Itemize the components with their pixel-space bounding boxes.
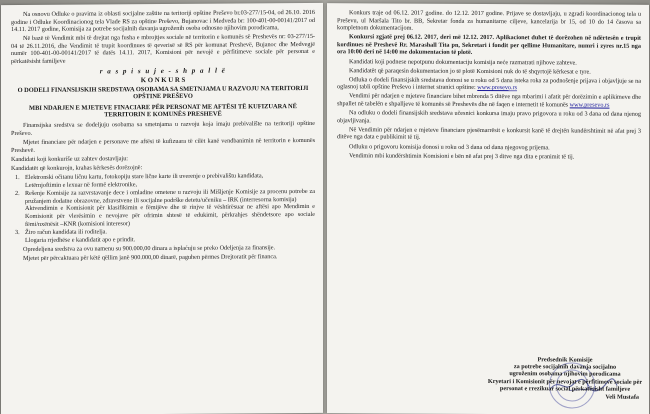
requirements-list xyxy=(11,172,315,244)
intro-albanian: Në bazë të Vendimit mbi të drejtat nga fusha e mbrojtjes sociale në territorin e komunës së Preshevës nr: 03-277/15-04 të 26.11.2016, dhe Vendimit të trupit koordinues të qeverisë së RS për komunat Preshevë, Bujanoc dhe Medvegjë numër 100-401-00-00141/2017 të datës 14.11. 2017, Komisioni për nevojë e përfitimeve sociale për personat e përkatësisht familjeve xyxy=(11,33,315,66)
paragraph-amount-serbian: Opredeljena sredstva za ovu namenu su 900.000,00 dinara a isplaćuju se preko Odeljenja za finansije. xyxy=(23,244,276,253)
paragraph-funds-albanian: Mjetet financiare për ndarjen e personave me aftësi të kufizuara të cilët kanë vendbanimin në territorin e komunës Preshevë. xyxy=(11,137,315,154)
appeal-decision-albanian: Vendimin mbi kundërshtimin Komisioni e bën në afat prej 3 ditve nga dita e pranimit të tij. xyxy=(349,151,575,161)
signature-line: Predsednik Komisije xyxy=(537,355,593,364)
list-number: 2. xyxy=(15,190,20,198)
signature-line: personat e rrezikuar social përkatësisht familjeve xyxy=(499,385,631,393)
right-page xyxy=(327,3,649,414)
intro-serbian: Na osnovu Odluke o pravima iz oblasti socijalne zaštite na teritoriji opštine Preševo br.03-277/15-04, od 26.10. 2016 godine i Odluke Koordinacionog tela Vlade RS za opštine Preševo, Bujanovac i Medveđa br: 100-401-00-00141/2017 od 14.11. 2017 godine, Komisija za potrebe socijalnih davanja ugroženih osoba odnosno njihovim porodicama, xyxy=(11,8,315,34)
incomplete-serbian: Kandidati koji podnese nepotpunu dokumentaciju komisija neće razmatrati njihove zahteve. xyxy=(349,57,577,67)
appeal-decision-serbian: Odluku o prigovoru komisija donosi u roku od 3 dana od dana njegovog prijema. xyxy=(349,142,550,151)
paragraph-funds-serbian: Finansijska sredstva se dodeljuju osobama sa smetnjama u razvoju koja imaju prebivalište na teritoriji opštine Preševo. xyxy=(11,120,315,138)
decision-albanian-text: Vendimi për ndarjen e mjeteve financiare bihet mbrenda 5 ditëve nga mbarimi i afatit për dorëzimin e aplikimeve dhe shpallet në tabelën e shpalljeve të komunës së Preshevës dhe në faqen e internetit të komunës xyxy=(337,92,641,109)
paragraph-requirements-albanian: Kandidatët që konkurojn, krahas kërkesës dorëzojnë: xyxy=(11,164,143,172)
konkurs-title: K O N K U R S xyxy=(140,77,186,85)
municipality-website-link[interactable]: www.presevo.rs xyxy=(477,84,518,92)
paragraph-amount-albanian: Mjetet për përcaktuara për këtë qëllim janë 900.000,00 dinarë, paguhen përmes Drejtoratit për financa. xyxy=(23,253,278,262)
heading-serbian: O DODELI FINANSIJSKIH SREDSTAVA OSOBAMA SA SMETNJAMA U RAZVOJU NA TERITORIJI OPŠTINE PREŠEVO xyxy=(17,84,309,101)
list-text-alt: Llogaria rrjedhëse e kandidatit apo e prindit. xyxy=(25,235,136,244)
decision-albanian xyxy=(337,93,641,110)
heading-albanian: MBI NDARJEN E MJETEVE FINACIARE PËR PERSONAT ME AFTËSI TË KUFIZUARA NË TERRITORIN E KOMUNËS PRESHEVË xyxy=(29,102,297,119)
deadline-albanian: Konkursi zgjatë prej 06.12. 2017, deri më 12.12. 2017. Aplikacionet duhet të dorëzohen në ndërtesën e trupit kordinues në Preshevë Rr. Marashall Tita pn, Sekretari i fondit per qellime Humanitare, numri i zyres nr.15 nga ora 10:00 deri në 14:00 me dokumentacion të plotë. xyxy=(337,33,641,57)
list-item xyxy=(11,227,315,244)
signatory-name: Veli Mustafa xyxy=(605,393,639,401)
decision-serbian xyxy=(337,76,641,93)
paragraph-requirements-serbian: Kandidati koji konkuriše uz zahtev dostavljaju: xyxy=(11,155,129,163)
list-item xyxy=(11,188,315,228)
decision-serbian-text: Odluka o dodeli finansijskih sredstava donosi se u roku od 5 dana isteka roka za podnošenje prijava i objavljuje se na oglasnoj tabli opštine Preševo i internet stranici opštine: xyxy=(337,76,641,92)
announces-title: r a s p i s u j e - s h p a l l ë xyxy=(99,66,227,76)
appeal-serbian: Na odluku o dodeli finansijskih sredstava učesnici konkursa imaju pravo prigovora u roku od 3 dana od dana njenog objavljivanja. xyxy=(337,109,641,125)
deadline-serbian: Konkurs traje od 06.12. 2017 godine. do 12.12. 2017 godine. Prijave se dostavljaju, u zgradi koordinacionog tela u Preševu, ul Maršala Tito br. BB, Sekretar fonda za humanitarne ciljeve, kancelarija br 15, od 10 do 14 časova sa kompletnom dokumentacijom. xyxy=(337,9,641,32)
municipality-website-link[interactable]: www.presevo.rs xyxy=(569,101,610,109)
appeal-albanian: Në Vendimin për ndarjen e mjeteve financiare pjesëmarrësit e konkursit kanë të drejtën kundërshtimit në afat prej 3 ditëve nga data e publikimit të tij. xyxy=(337,126,641,142)
signature-line: za potrebe socijalnih davanja socijalno xyxy=(513,363,617,371)
list-number: 3. xyxy=(15,229,20,237)
list-text-alt: Letërnjoftimin e lexuar në formë elektronike, xyxy=(25,180,138,189)
signature-line: Kryetari i Komisionit për nevojat e përfitimeve sociale për xyxy=(487,377,643,386)
list-text: Elektronski očitanu ličnu kartu, fotokopiju stare lične karte ili uverenje o prebivalištu kandidata, xyxy=(25,172,264,181)
list-item xyxy=(11,172,315,189)
list-text: Rešenje Komisije za razvrstavanje dece i omladine ometene u razvoju ili Mišljenje Komisije za procenu potrebe za pružanjem dodatne obrazovne, zdravstvene ili socijalne podrške detetu/učeniku – IRK (interresorna komisija) xyxy=(25,188,315,205)
list-number: 1. xyxy=(15,174,20,182)
list-text-alt: Aktvendimin e Komisionit për klasifikimin e fëmijëve dhe të rinjve të vështirësuar ne aftësi apo Mendimin e Komisionit për vlerësimin e nevojave për ofrimin shtesë të edukimit, përkrahjes shëndetsore apo sociale fëmi/nxënësit –KNR (komisioni interesor) xyxy=(25,203,315,228)
signature-line: ugroženim osobama njihovim porodicama xyxy=(509,370,621,379)
incomplete-albanian: Kandidatët që paraqesin dokumentacion jo të plotë Komisioni nuk do të shqyrtojë kërkesat e tyre. xyxy=(349,66,591,76)
left-page xyxy=(1,3,323,414)
list-text: Žiro račun kandidata ili roditelja. xyxy=(25,228,107,237)
signature-block xyxy=(485,356,645,401)
